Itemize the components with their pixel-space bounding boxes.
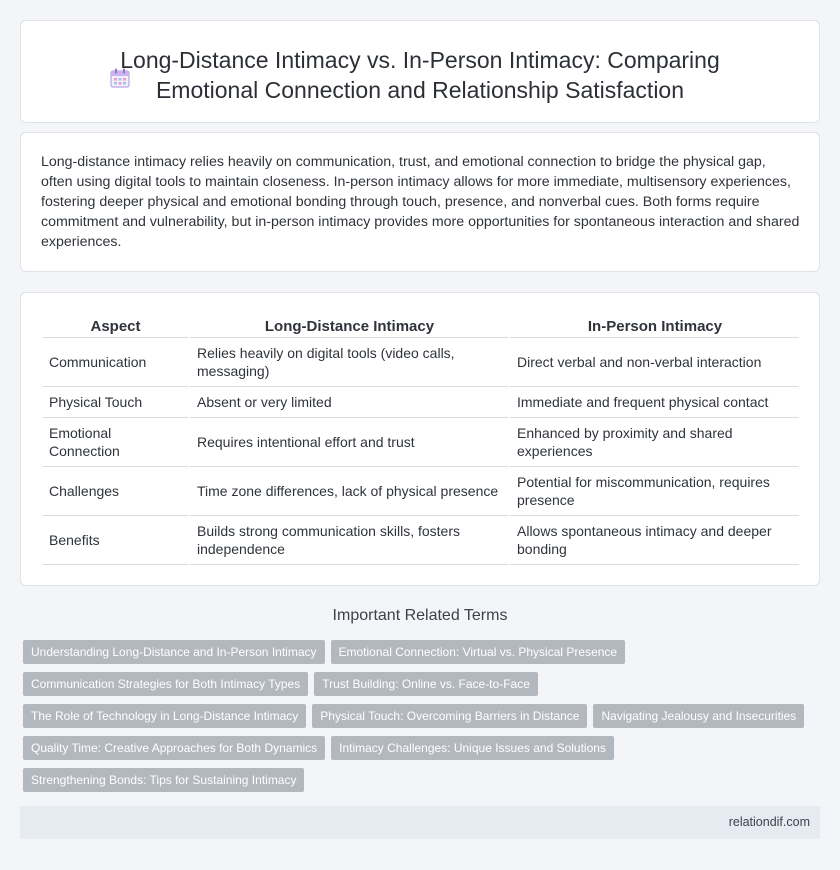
table-cell-in-person: Direct verbal and non-verbal interaction — [508, 338, 799, 387]
related-term-tag[interactable]: Physical Touch: Overcoming Barriers in Distance — [312, 704, 587, 728]
table-row — [43, 467, 799, 516]
related-term-tag[interactable]: The Role of Technology in Long-Distance Intimacy — [23, 704, 306, 728]
table-cell-long-distance: Absent or very limited — [188, 387, 508, 418]
table-cell-aspect: Emotional Connection — [43, 418, 188, 467]
comparison-table — [43, 313, 799, 565]
table-cell-long-distance: Relies heavily on digital tools (video calls, messaging) — [188, 338, 508, 387]
table-cell-aspect: Challenges — [43, 467, 188, 516]
comparison-table-card — [20, 292, 820, 586]
table-cell-in-person: Allows spontaneous intimacy and deeper bonding — [508, 516, 799, 565]
column-header-long-distance: Long-Distance Intimacy — [188, 313, 508, 338]
related-term-tag[interactable]: Navigating Jealousy and Insecurities — [593, 704, 804, 728]
related-term-tag[interactable]: Trust Building: Online vs. Face-to-Face — [314, 672, 538, 696]
tag-row — [23, 736, 620, 760]
table-row — [43, 418, 799, 467]
related-term-tag[interactable]: Strengthening Bonds: Tips for Sustaining Intimacy — [23, 768, 304, 792]
intro-paragraph: Long-distance intimacy relies heavily on communication, trust, and emotional connection to bridge the physical gap, often using digital tools to maintain closeness. In-person intimacy allows for more immediate, multisensory experiences, fostering deeper physical and emotional bonding through touch, presence, and nonverbal cues. Both forms require commitment and vulnerability, but in-person intimacy provides more opportunities for spontaneous interaction and shared experiences. — [41, 154, 800, 250]
page-title-line-1: Long-Distance Intimacy vs. In-Person Intimacy: Comparing — [120, 47, 720, 73]
table-cell-long-distance: Requires intentional effort and trust — [188, 418, 508, 467]
related-term-tag[interactable]: Communication Strategies for Both Intimacy Types — [23, 672, 308, 696]
table-cell-in-person: Immediate and frequent physical contact — [508, 387, 799, 418]
table-header-row — [43, 313, 799, 338]
related-terms-heading: Important Related Terms — [332, 607, 508, 624]
table-cell-aspect: Physical Touch — [43, 387, 188, 418]
table-row — [43, 516, 799, 565]
footer-site-link[interactable]: relationdif.com — [728, 815, 810, 829]
table-cell-aspect: Communication — [43, 338, 188, 387]
header-card — [20, 20, 820, 123]
table-cell-in-person: Potential for miscommunication, requires presence — [508, 467, 799, 516]
table-row — [43, 338, 799, 387]
table-cell-long-distance: Time zone differences, lack of physical presence — [188, 467, 508, 516]
table-row — [43, 387, 799, 418]
table-cell-long-distance: Builds strong communication skills, fosters independence — [188, 516, 508, 565]
tag-row — [23, 704, 810, 728]
tag-row — [23, 672, 544, 696]
table-cell-in-person: Enhanced by proximity and shared experiences — [508, 418, 799, 467]
page-title-line-2: Emotional Connection and Relationship Satisfaction — [155, 77, 685, 103]
related-term-tag[interactable]: Intimacy Challenges: Unique Issues and Solutions — [331, 736, 614, 760]
related-term-tag[interactable]: Quality Time: Creative Approaches for Both Dynamics — [23, 736, 325, 760]
tag-row — [23, 768, 310, 792]
column-header-in-person: In-Person Intimacy — [508, 313, 799, 338]
page-title — [21, 45, 819, 105]
table-cell-aspect: Benefits — [43, 516, 188, 565]
column-header-aspect: Aspect — [43, 313, 188, 338]
related-term-tag[interactable]: Understanding Long-Distance and In-Person Intimacy — [23, 640, 325, 664]
tag-row — [23, 640, 631, 664]
footer — [20, 806, 820, 839]
intro-card — [20, 132, 820, 272]
related-term-tag[interactable]: Emotional Connection: Virtual vs. Physical Presence — [331, 640, 626, 664]
